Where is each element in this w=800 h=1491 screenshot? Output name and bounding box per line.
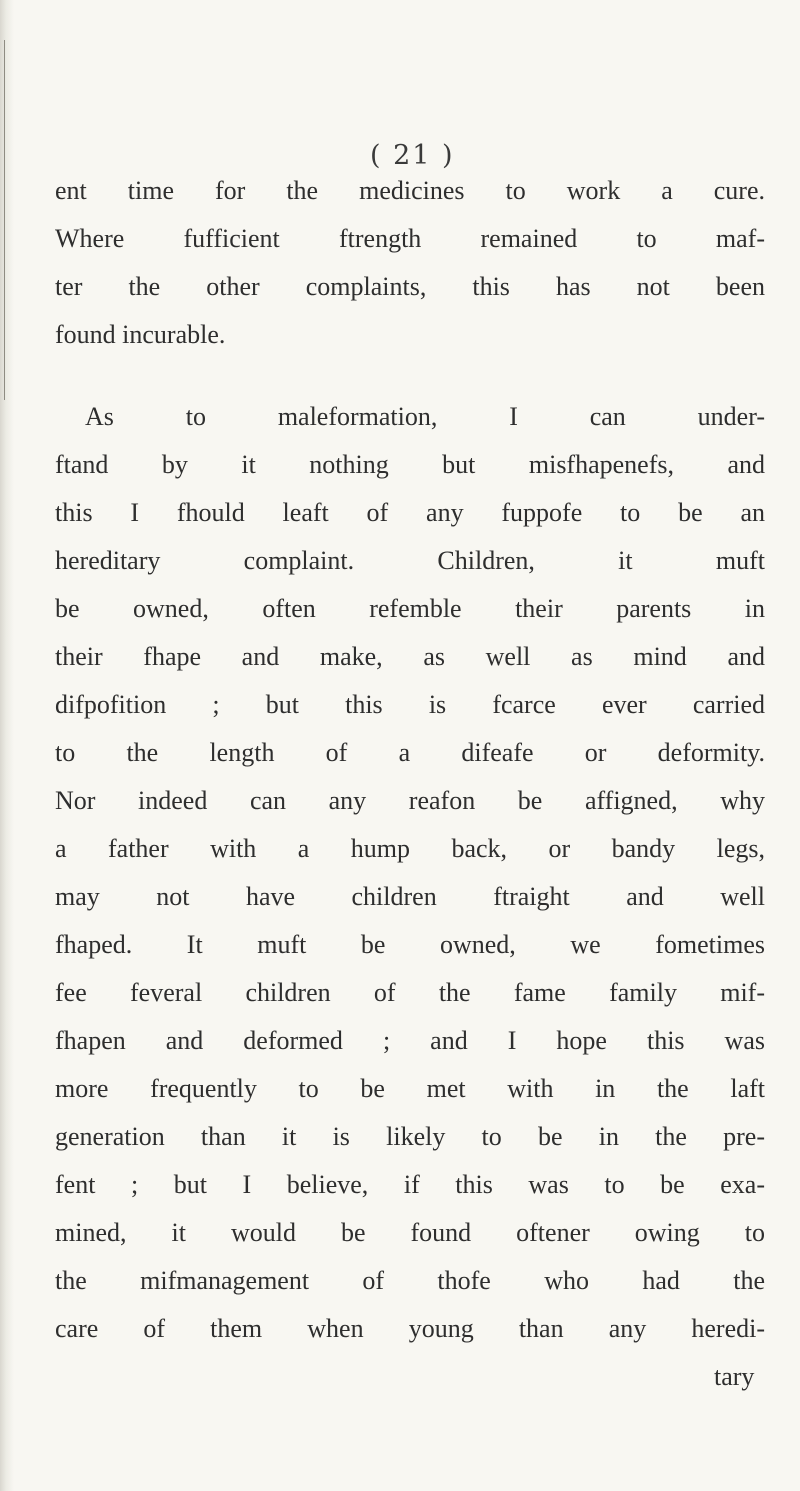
catchword: tary	[714, 1362, 755, 1391]
text-line: their fhape and make, as well as mind and	[55, 642, 765, 671]
text-line: may not have children ftraight and well	[55, 882, 765, 911]
text-line: As to maleformation, I can under-	[85, 402, 765, 431]
text-line: be owned, often refemble their parents in	[55, 594, 765, 623]
page-gutter	[0, 0, 14, 1491]
gutter-line	[4, 40, 5, 400]
text-line: more frequently to be met with in the laft	[55, 1074, 765, 1103]
text-line: the mifmanagement of thofe who had the	[55, 1266, 765, 1295]
text-line: fhapen and deformed ; and I hope this was	[55, 1026, 765, 1055]
text-line: difpofition ; but this is fcarce ever carried	[55, 690, 765, 719]
text-line: fee feveral children of the fame family mif-	[55, 978, 765, 1007]
text-line: ter the other complaints, this has not been	[55, 272, 765, 301]
text-line: Where fufficient ftrength remained to maf-	[55, 224, 765, 253]
text-line: a father with a hump back, or bandy legs,	[55, 834, 765, 863]
text-line: hereditary complaint. Children, it muft	[55, 546, 765, 575]
text-line: found incurable.	[55, 320, 226, 349]
text-line: fent ; but I believe, if this was to be exa-	[55, 1170, 765, 1199]
text-line: this I fhould leaft of any fuppofe to be an	[55, 498, 765, 527]
text-line: generation than it is likely to be in the pre-	[55, 1122, 765, 1151]
text-line: care of them when young than any heredi-	[55, 1314, 765, 1343]
page-number: ( 21 )	[370, 140, 455, 171]
text-line: Nor indeed can any reafon be affigned, why	[55, 786, 765, 815]
text-line: to the length of a difeafe or deformity.	[55, 738, 765, 767]
text-line: fhaped. It muft be owned, we fometimes	[55, 930, 765, 959]
text-line: ent time for the medicines to work a cure.	[55, 176, 765, 205]
text-line: mined, it would be found oftener owing to	[55, 1218, 765, 1247]
text-line: ftand by it nothing but misfhapenefs, and	[55, 450, 765, 479]
